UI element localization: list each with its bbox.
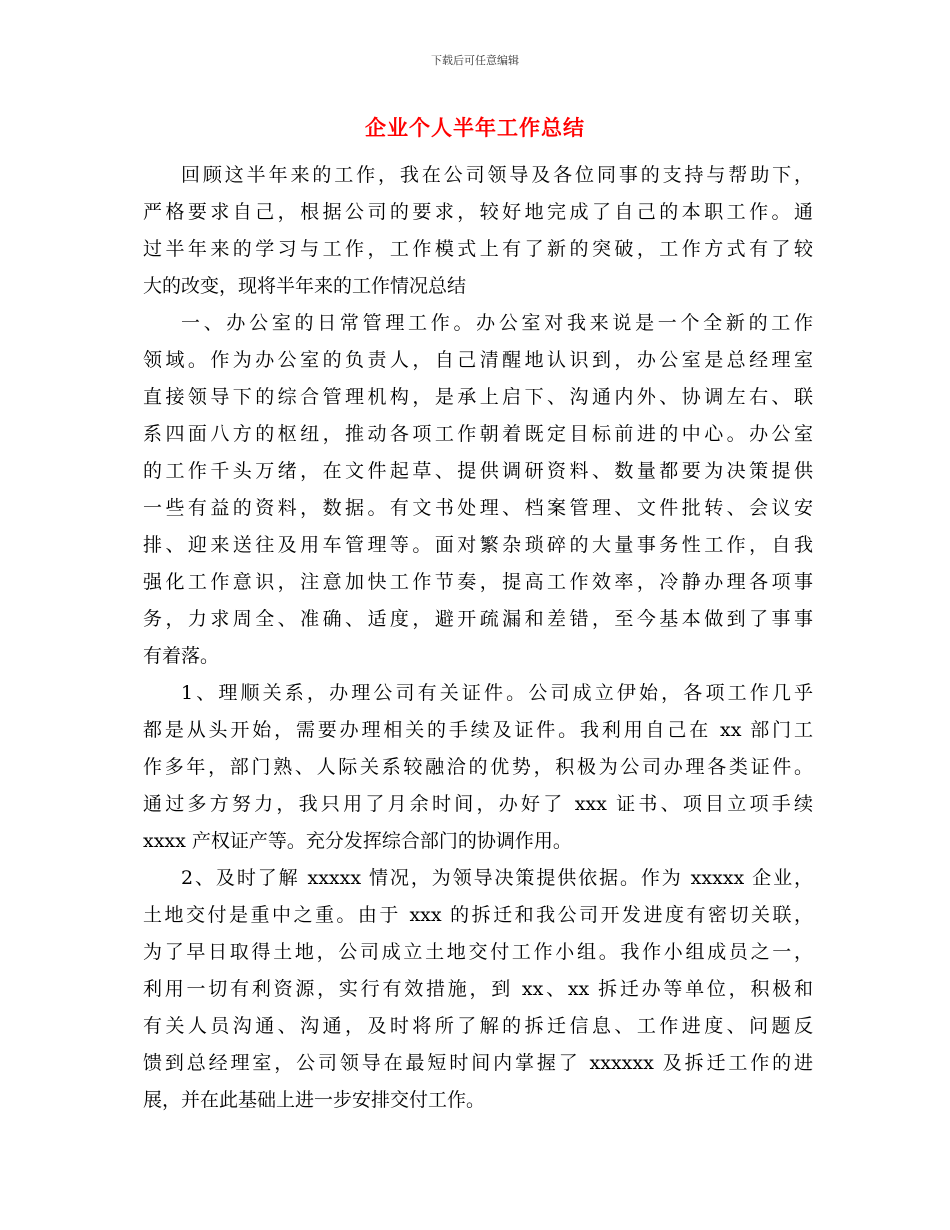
paragraph: [143, 157, 813, 305]
paragraph-line: 的工作千头万绪，在文件起草、提供调研资料、数量都要为决策提供: [143, 460, 813, 482]
paragraph-line: 系四面八方的枢纽，推动各项工作朝着既定目标前进的中心。办公室: [143, 423, 813, 445]
paragraph-line: 都是从头开始，需要办理相关的手续及证件。我利用自己在 xx 部门工: [143, 719, 813, 741]
paragraph-line: 作多年，部门熟、人际关系较融洽的优势，积极为公司办理各类证件。: [143, 756, 813, 778]
paragraph-line: 领域。作为办公室的负责人，自己清醒地认识到，办公室是总经理室: [143, 349, 813, 371]
paragraph-line: 有着落。: [143, 645, 220, 667]
paragraph-line: 一、办公室的日常管理工作。办公室对我来说是一个全新的工作: [181, 312, 813, 334]
paragraph-line: 回顾这半年来的工作，我在公司领导及各位同事的支持与帮助下，: [181, 164, 813, 186]
paragraph-line: 强化工作意识，注意加快工作节奏，提高工作效率，冷静办理各项事: [143, 571, 813, 593]
paragraph-line: 直接领导下的综合管理机构，是承上启下、沟通内外、协调左右、联: [143, 386, 813, 408]
paragraph-line: 土地交付是重中之重。由于 xxx 的拆迁和我公司开发进度有密切关联，: [143, 904, 813, 926]
document-title: 企业个人半年工作总结: [365, 116, 585, 140]
document-body: [143, 157, 813, 1119]
paragraph-line: 利用一切有利资源，实行有效措施，到 xx、xx 拆迁办等单位，积极和: [143, 978, 813, 1000]
paragraph-line: 排、迎来送往及用车管理等。面对繁杂琐碎的大量事务性工作，自我: [143, 534, 813, 556]
paragraph-line: 有关人员沟通、沟通，及时将所了解的拆迁信息、工作进度、问题反: [143, 1015, 813, 1037]
paragraph: [143, 860, 813, 1119]
paragraph-line: xxxx 产权证产等。充分发挥综合部门的协调作用。: [143, 830, 572, 852]
paragraph-line: 为了早日取得土地，公司成立土地交付工作小组。我作小组成员之一，: [143, 941, 813, 963]
paragraph-line: 通过多方努力，我只用了月余时间，办好了 xxx 证书、项目立项手续: [143, 793, 813, 815]
paragraph-line: 严格要求自己，根据公司的要求，较好地完成了自己的本职工作。通: [143, 201, 813, 223]
paragraph-line: 展，并在此基础上进一步安排交付工作。: [143, 1089, 486, 1111]
paragraph-line: 1、理顺关系，办理公司有关证件。公司成立伊始，各项工作几乎: [181, 682, 813, 704]
paragraph-line: 馈到总经理室，公司领导在最短时间内掌握了 xxxxxx 及拆迁工作的进: [143, 1052, 813, 1074]
paragraph: [143, 675, 813, 860]
paragraph-line: 务，力求周全、准确、适度，避开疏漏和差错，至今基本做到了事事: [143, 608, 813, 630]
paragraph-line: 2、及时了解 xxxxx 情况，为领导决策提供依据。作为 xxxxx 企业，: [181, 867, 813, 889]
page-header: 下载后可任意编辑: [431, 54, 519, 67]
paragraph-line: 过半年来的学习与工作，工作模式上有了新的突破，工作方式有了较: [143, 238, 813, 260]
paragraph-line: 一些有益的资料，数据。有文书处理、档案管理、文件批转、会议安: [143, 497, 813, 519]
paragraph: [143, 305, 813, 675]
paragraph-line: 大的改变，现将半年来的工作情况总结: [143, 275, 467, 297]
